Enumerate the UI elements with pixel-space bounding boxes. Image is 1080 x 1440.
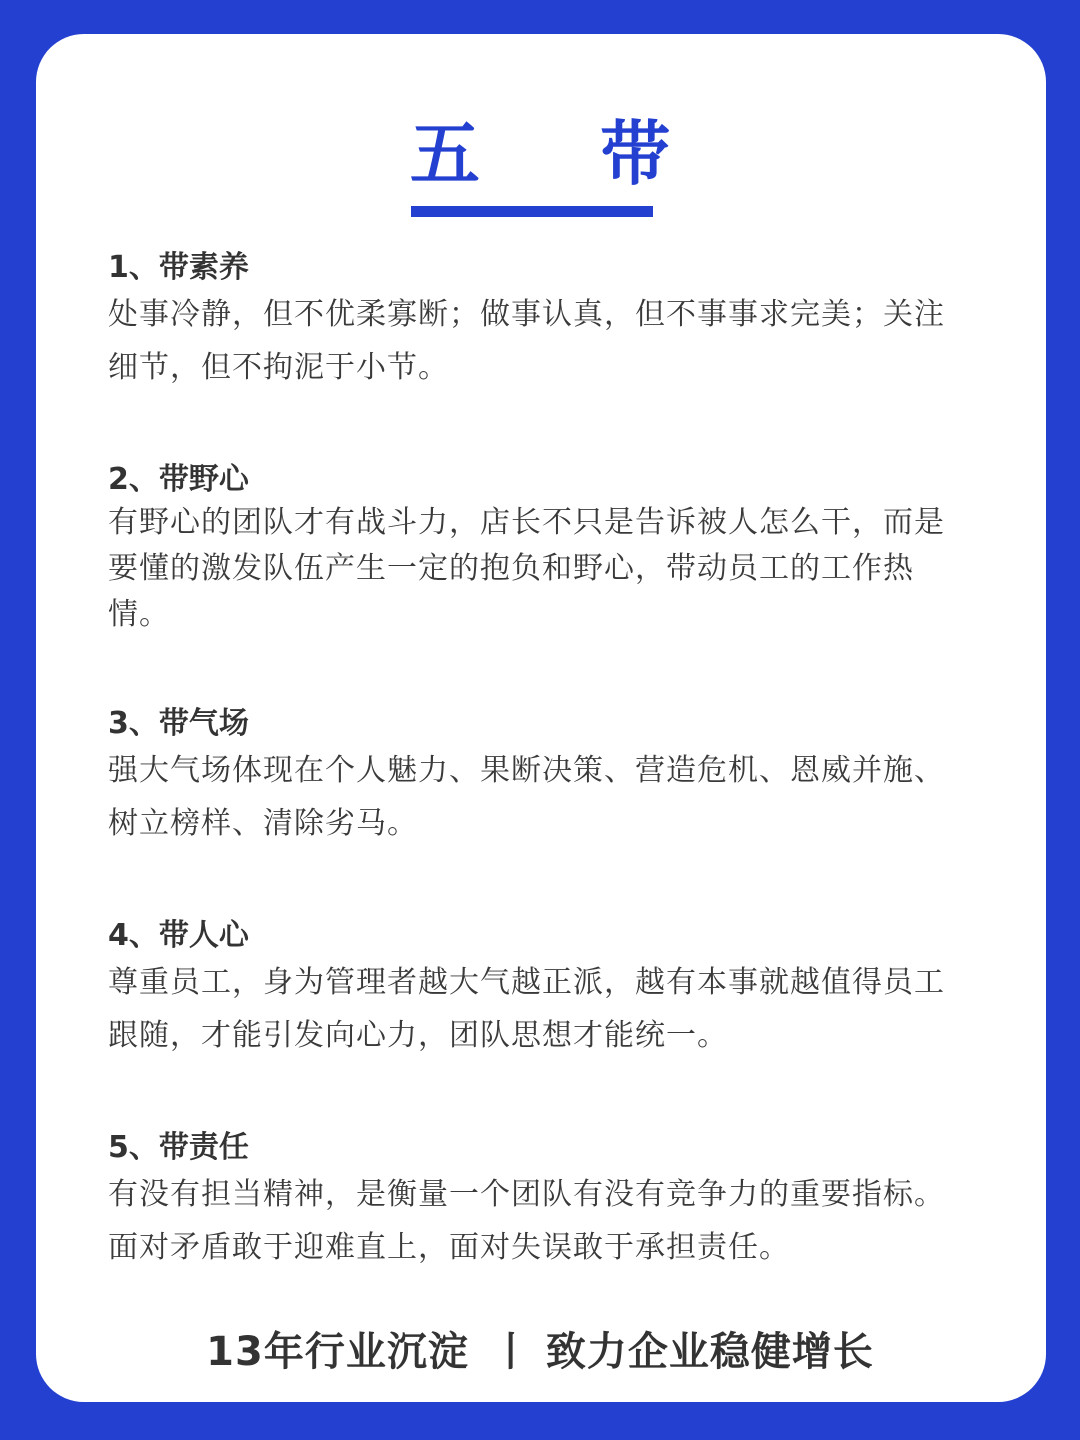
section-heading: 3、带气场 <box>108 706 249 741</box>
section-heading: 2、带野心 <box>108 462 249 497</box>
section-5 <box>108 1128 974 1274</box>
section-body: 有野心的团队才有战斗力，店长不只是告诉被人怎么干，而是要懂的激发队伍产生一定的抱负和野心，带动员工的工作热情。 <box>108 505 945 632</box>
section-2 <box>108 460 974 638</box>
section-3 <box>108 704 974 850</box>
section-body: 有没有担当精神，是衡量一个团队有没有竞争力的重要指标。面对矛盾敢于迎难直上，面对失误敢于承担责任。 <box>108 1177 945 1265</box>
footer-slogan <box>0 1322 1080 1382</box>
title-underline <box>411 206 653 217</box>
section-body: 尊重员工，身为管理者越大气越正派，越有本事就越值得员工跟随，才能引发向心力，团队思想才能统一。 <box>108 965 945 1053</box>
section-heading: 1、带素养 <box>108 250 249 285</box>
page-title: 五 带 <box>409 113 719 195</box>
section-1 <box>108 248 974 394</box>
section-body: 强大气场体现在个人魅力、果断决策、营造危机、恩威并施、树立榜样、清除劣马。 <box>108 753 945 841</box>
section-heading: 4、带人心 <box>108 918 249 953</box>
footer-left-text: 13年行业沉淀 <box>206 1329 469 1375</box>
section-4 <box>108 916 974 1062</box>
footer-separator: 丨 <box>490 1329 532 1375</box>
section-body: 处事冷静，但不优柔寡断；做事认真，但不事事求完美；关注细节，但不拘泥于小节。 <box>108 297 945 385</box>
section-heading: 5、带责任 <box>108 1130 249 1165</box>
footer-right-text: 致力企业稳健增长 <box>545 1329 874 1375</box>
